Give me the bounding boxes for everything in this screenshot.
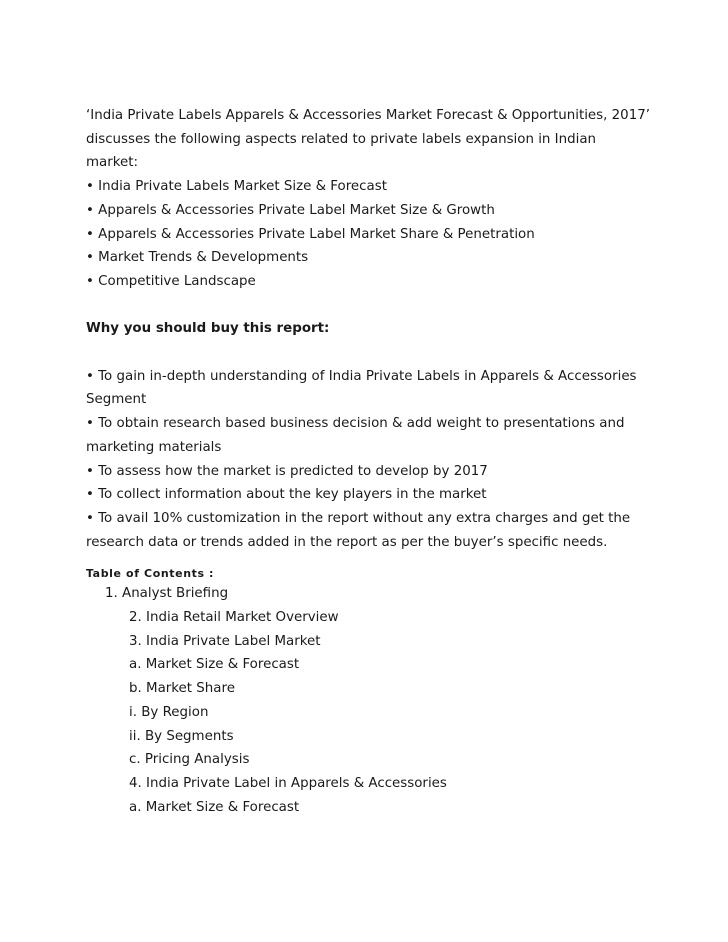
list-item: • Apparels & Accessories Private Label Market Size & Growth	[86, 202, 495, 218]
toc-item: 2. India Retail Market Overview	[129, 610, 339, 626]
toc-item: a. Market Size & Forecast	[129, 657, 300, 673]
toc-item: 4. India Private Label in Apparels & Accessories	[129, 775, 447, 791]
document-page	[86, 104, 666, 819]
list-item: • To gain in-depth understanding of India Private Labels in Apparels & Accessories	[86, 368, 637, 384]
toc-heading: Table of Contents :	[86, 567, 215, 581]
toc-list	[86, 606, 666, 819]
toc-item: i. By Region	[129, 704, 209, 720]
spacer	[86, 341, 666, 365]
why-buy-heading: Why you should buy this report:	[86, 321, 330, 337]
intro-line: ‘India Private Labels Apparels & Accessories Market Forecast & Opportunities, 2017’	[86, 108, 650, 123]
list-item: • To obtain research based business decision & add weight to presentations and	[86, 416, 625, 432]
intro-bullet-list	[86, 175, 666, 294]
intro-paragraph	[86, 104, 666, 175]
list-item: marketing materials	[86, 439, 222, 455]
toc-item: 3. India Private Label Market	[129, 633, 321, 649]
toc-item: 1. Analyst Briefing	[105, 586, 229, 602]
toc-item: ii. By Segments	[129, 728, 234, 744]
toc-item: c. Pricing Analysis	[129, 752, 250, 768]
toc-item: a. Market Size & Forecast	[129, 799, 300, 815]
list-item: • Apparels & Accessories Private Label Market Share & Penetration	[86, 226, 535, 242]
list-item: • India Private Labels Market Size & Forecast	[86, 179, 387, 195]
spacer	[86, 294, 666, 318]
list-item: • To avail 10% customization in the report without any extra charges and get the	[86, 510, 631, 526]
intro-line: market:	[86, 155, 139, 171]
list-item: research data or trends added in the report as per the buyer’s specific needs.	[86, 534, 608, 550]
list-item: Segment	[86, 392, 147, 408]
intro-line: discusses the following aspects related to private labels expansion in Indian	[86, 131, 597, 147]
list-item: • To collect information about the key players in the market	[86, 487, 487, 503]
list-item: • Competitive Landscape	[86, 273, 256, 289]
list-item: • Market Trends & Developments	[86, 250, 309, 266]
toc-item: b. Market Share	[129, 681, 235, 697]
list-item: • To assess how the market is predicted to develop by 2017	[86, 463, 488, 479]
why-buy-list	[86, 365, 666, 555]
